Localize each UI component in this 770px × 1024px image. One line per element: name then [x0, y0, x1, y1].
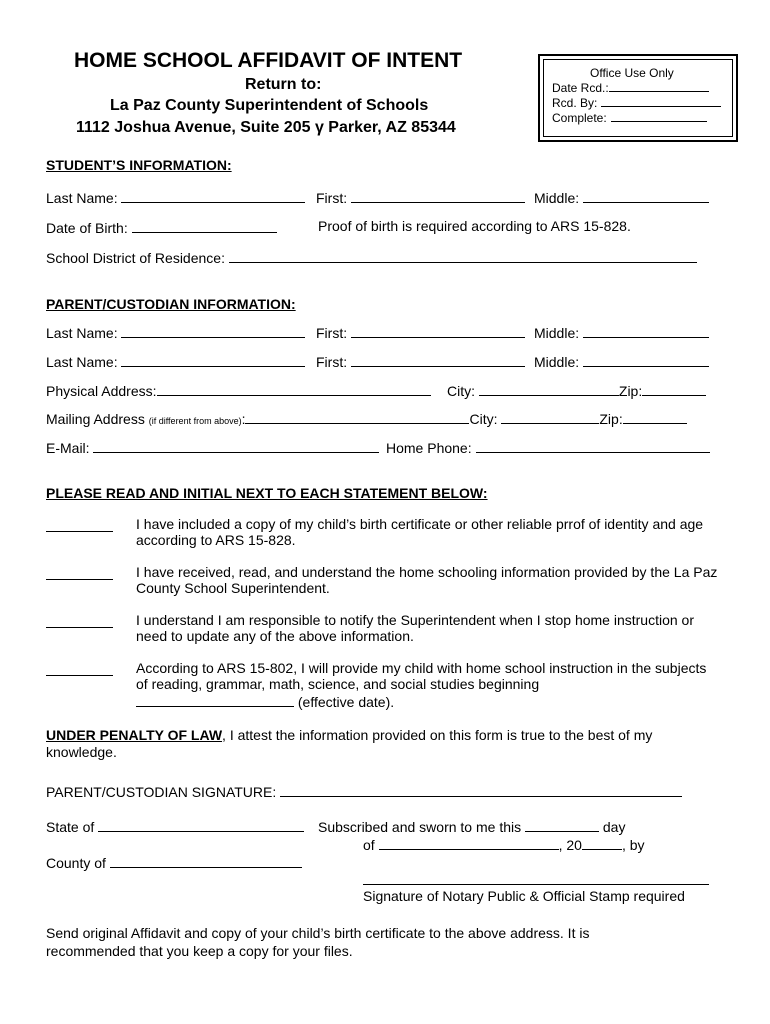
- effective-date-field[interactable]: [136, 692, 294, 707]
- date-received-field[interactable]: [609, 81, 709, 92]
- penalty-statement: [46, 727, 716, 761]
- office-use-box: [538, 54, 738, 142]
- initial-field-2[interactable]: [46, 567, 113, 580]
- footer-instructions: Send original Affidavit and copy of your child’s birth certificate to the above address. It is recommended that you keep a copy for your files.: [46, 925, 590, 959]
- sworn-month-field[interactable]: [379, 835, 559, 850]
- parent2-first-field[interactable]: [351, 352, 525, 367]
- mailing-address-note: (if different from above): [148, 416, 242, 426]
- parent1-first-field[interactable]: [351, 323, 525, 338]
- penalty-rest: , I attest the information provided on this form is true to the best of my knowledge.: [46, 727, 653, 760]
- physical-zip-field[interactable]: [642, 381, 706, 396]
- form-title: HOME SCHOOL AFFIDAVIT OF INTENT: [74, 49, 463, 72]
- sworn-year-field[interactable]: [582, 835, 622, 850]
- statement-3: I understand I am responsible to notify the Superintendent when I stop home instruction or need to update any of the above information.: [136, 612, 694, 644]
- notary-signature-label: Signature of Notary Public & Official Stamp required: [363, 888, 685, 904]
- complete-label: Complete:: [552, 111, 607, 125]
- student-first-field[interactable]: [351, 188, 525, 203]
- date-received-label: Date Rcd.:: [552, 81, 609, 95]
- complete-field[interactable]: [611, 111, 707, 122]
- student-middle-field[interactable]: [583, 188, 709, 203]
- parent1-last-name-field[interactable]: [121, 323, 305, 338]
- home-phone-label: Home Phone:: [386, 440, 472, 456]
- home-phone-field[interactable]: [476, 438, 710, 453]
- dob-field[interactable]: [132, 218, 277, 233]
- subscribed-label: Subscribed and sworn to me this: [318, 819, 522, 835]
- mailing-city-label: City:: [469, 411, 498, 427]
- penalty-bold: UNDER PENALTY OF LAW: [46, 727, 223, 743]
- student-section-heading: STUDENT’S INFORMATION:: [46, 157, 232, 173]
- office-use-title: Office Use Only: [590, 66, 674, 80]
- year-prefix-label: , 20: [558, 837, 582, 853]
- dob-label: Date of Birth:: [46, 220, 128, 236]
- student-first-label: First:: [316, 190, 348, 206]
- by-label: , by: [621, 837, 645, 853]
- mailing-city-field[interactable]: [501, 409, 599, 424]
- initial-field-1[interactable]: [46, 519, 113, 532]
- parent-section-heading: PARENT/CUSTODIAN INFORMATION:: [46, 296, 296, 312]
- of-label: of: [363, 837, 375, 853]
- state-of-field[interactable]: [98, 817, 304, 832]
- school-district-field[interactable]: [229, 248, 697, 263]
- received-by-field[interactable]: [601, 96, 721, 107]
- student-last-name-label: Last Name:: [46, 190, 118, 206]
- student-last-name-field[interactable]: [121, 188, 305, 203]
- physical-city-label: City:: [447, 383, 475, 399]
- parent2-first-label: First:: [316, 354, 348, 370]
- physical-address-field[interactable]: [157, 381, 431, 396]
- initial-field-3[interactable]: [46, 615, 113, 628]
- mailing-zip-field[interactable]: [623, 409, 687, 424]
- student-middle-label: Middle:: [534, 190, 580, 206]
- proof-of-birth-note: Proof of birth is required according to ARS 15-828.: [318, 218, 631, 234]
- physical-city-field[interactable]: [479, 381, 619, 396]
- parent1-middle-field[interactable]: [583, 323, 709, 338]
- parent-signature-label: PARENT/CUSTODIAN SIGNATURE:: [46, 784, 277, 800]
- parent1-last-name-label: Last Name:: [46, 325, 118, 341]
- mailing-zip-label: Zip:: [599, 411, 623, 427]
- parent2-last-name-field[interactable]: [121, 352, 305, 367]
- county-of-label: County of: [46, 855, 106, 871]
- county-of-field[interactable]: [110, 853, 302, 868]
- day-label: day: [602, 819, 626, 835]
- statement-4: According to ARS 15-802, I will provide my child with home school instruction in the subjects of reading, grammar, math, science, and social studies beginning: [136, 660, 707, 692]
- state-of-label: State of: [46, 819, 95, 835]
- parent-signature-field[interactable]: [280, 782, 682, 797]
- agency-address: 1112 Joshua Avenue, Suite 205 γ Parker, AZ 85344: [76, 119, 456, 136]
- parent1-first-label: First:: [316, 325, 348, 341]
- parent2-middle-label: Middle:: [534, 354, 580, 370]
- mailing-address-field[interactable]: [245, 409, 469, 424]
- mailing-address-label: Mailing Address: [46, 411, 145, 427]
- notary-signature-field[interactable]: [363, 870, 709, 885]
- effective-date-label: (effective date).: [297, 694, 395, 710]
- parent1-middle-label: Middle:: [534, 325, 580, 341]
- school-district-label: School District of Residence:: [46, 250, 225, 266]
- statement-1: I have included a copy of my child’s birth certificate or other reliable prrof of identity and age according to ARS 15-828.: [136, 516, 704, 548]
- initial-field-4[interactable]: [46, 663, 113, 676]
- agency-name: La Paz County Superintendent of Schools: [110, 97, 429, 114]
- parent2-last-name-label: Last Name:: [46, 354, 118, 370]
- sworn-day-field[interactable]: [525, 817, 599, 832]
- email-label: E-Mail:: [46, 440, 90, 456]
- initials-section-heading: PLEASE READ AND INITIAL NEXT TO EACH STATEMENT BELOW:: [46, 485, 488, 501]
- parent2-middle-field[interactable]: [583, 352, 709, 367]
- physical-address-label: Physical Address:: [46, 383, 157, 399]
- statement-2: I have received, read, and understand the home schooling information provided by the La Paz County School Superintendent.: [136, 564, 718, 596]
- mailing-address-colon: :: [241, 411, 246, 427]
- return-to-label: Return to:: [245, 76, 322, 93]
- received-by-label: Rcd. By:: [552, 96, 598, 110]
- physical-zip-label: Zip:: [618, 383, 643, 399]
- email-field[interactable]: [93, 438, 379, 453]
